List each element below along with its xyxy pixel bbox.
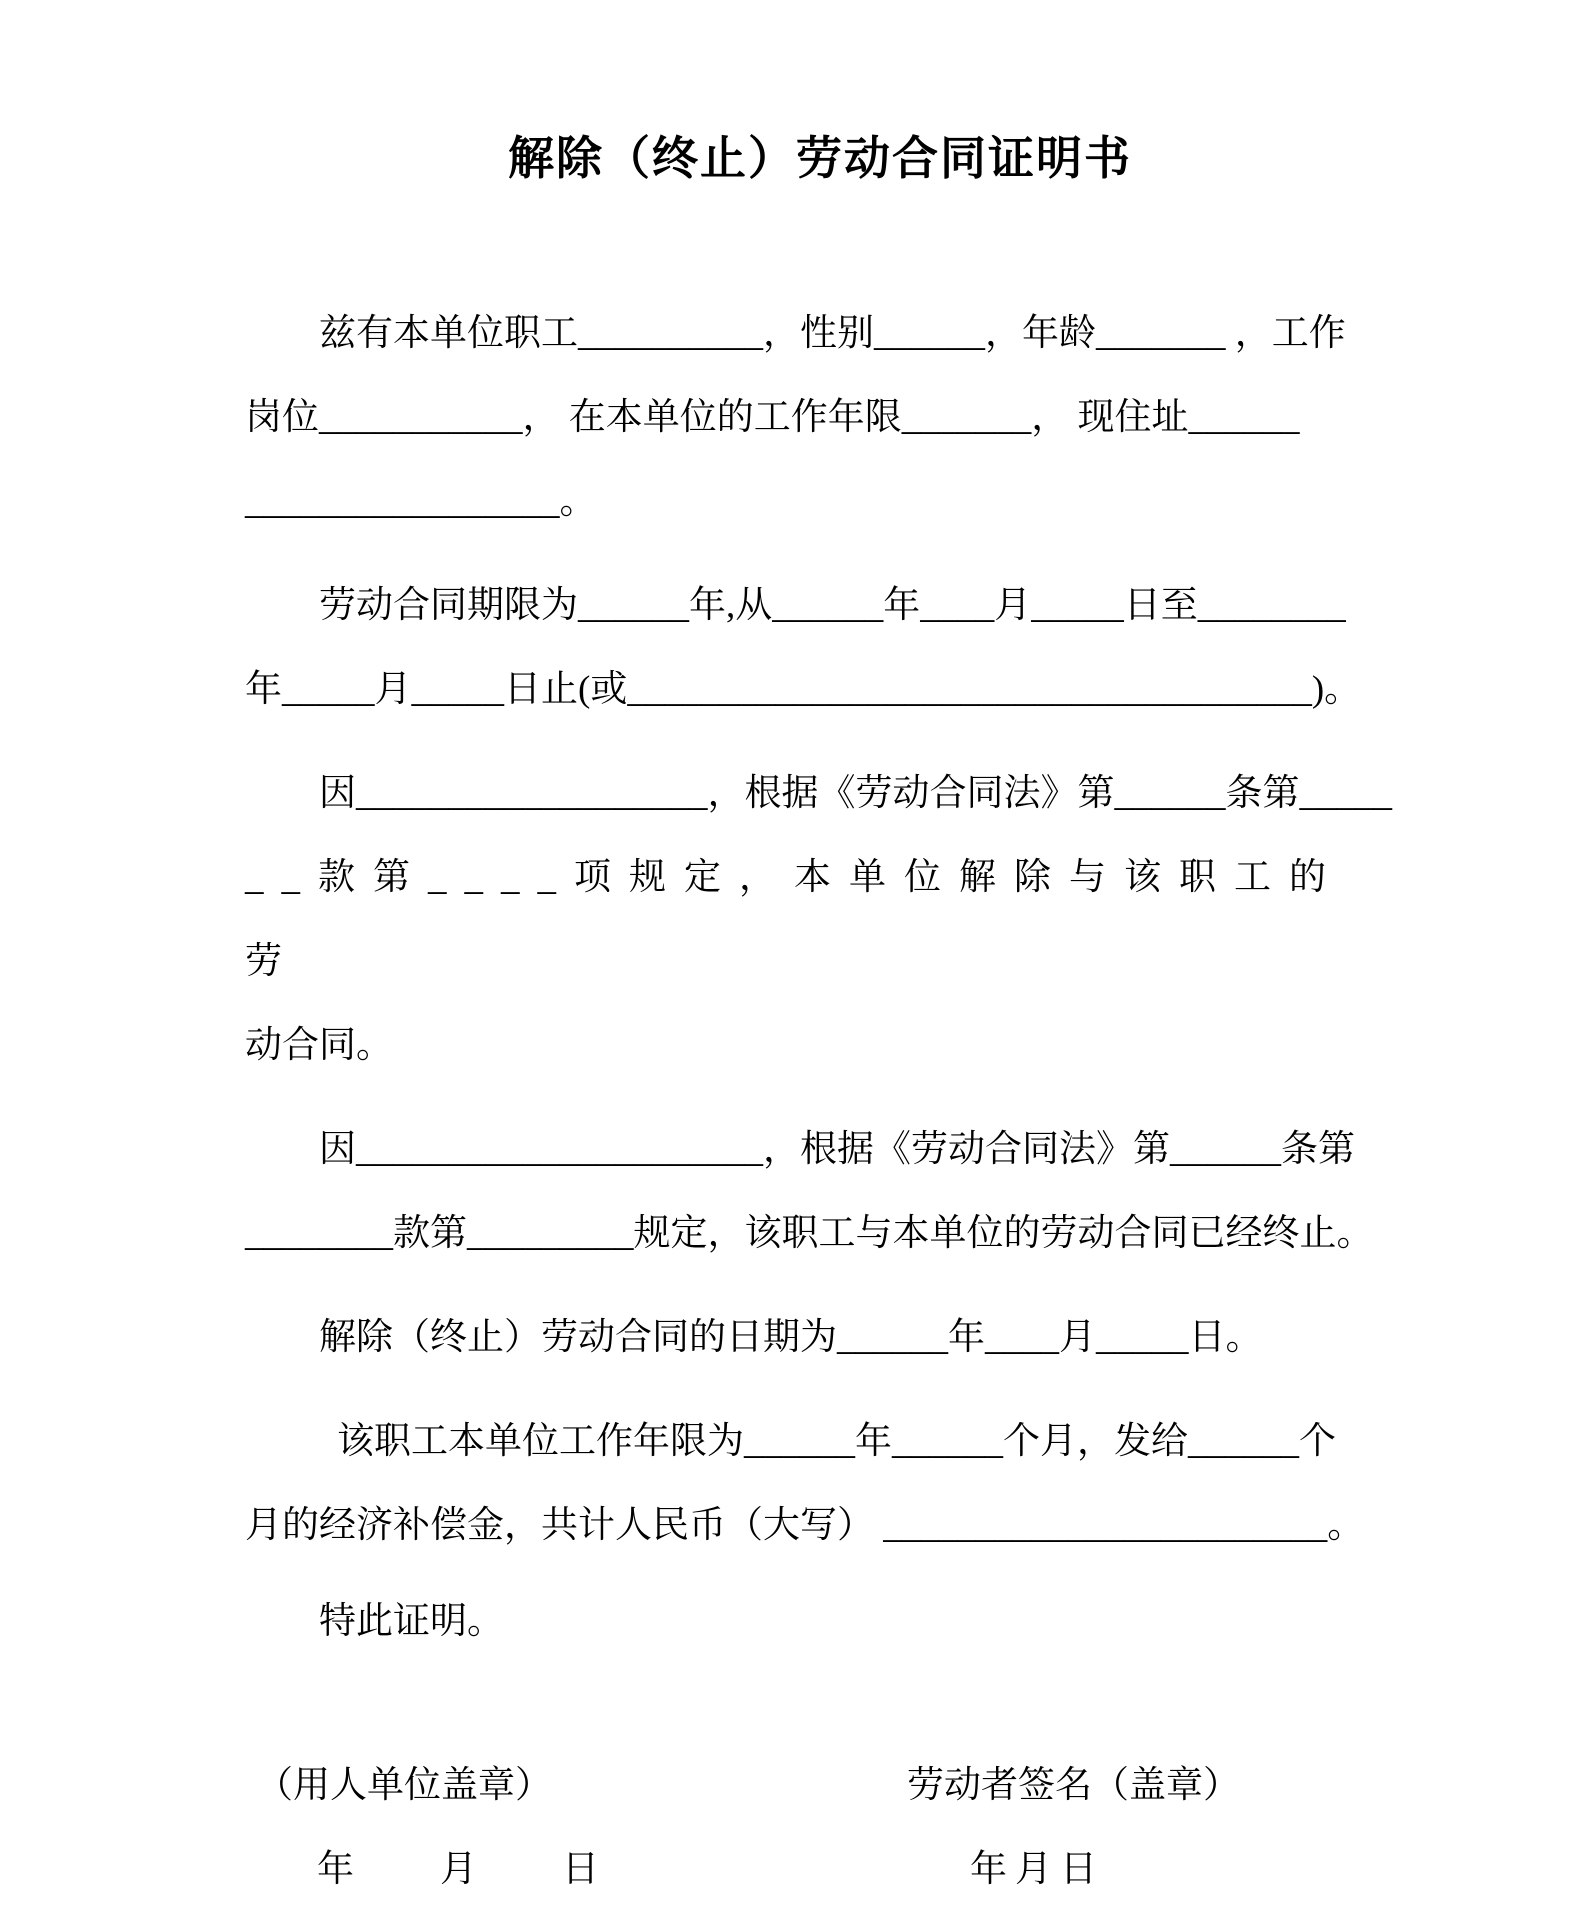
text-line: 岗位___________， 在本单位的工作年限_______， 现住址______: [245, 397, 1300, 438]
text-line: 特此证明。: [319, 1601, 504, 1642]
document-body: [245, 292, 1395, 1664]
worker-date-year: 年: [970, 1849, 1007, 1890]
document-content: [245, 0, 1395, 1914]
text-line: 动合同。: [245, 1025, 393, 1066]
employer-date-month: 月: [440, 1849, 477, 1890]
text-line: __款第____项规定，本单位解除与该职工的劳: [245, 857, 1344, 982]
paragraph-dissolution-reason: [245, 752, 1395, 1088]
paragraph-employee-info: [245, 292, 1395, 544]
employer-date-day: 日: [562, 1849, 599, 1890]
text-line: 月的经济补偿金，共计人民币（大写） ________________________。: [245, 1505, 1365, 1546]
signature-labels-row: [245, 1744, 1395, 1828]
text-line: _________________。: [245, 481, 597, 522]
paragraph-compensation: [245, 1400, 1395, 1568]
text-line: 兹有本单位职工__________，性别______，年龄_______ ，工作: [319, 313, 1346, 354]
text-line: 年_____月_____日止(或_____________________________________)。: [245, 669, 1362, 710]
signature-dates-row: [245, 1828, 1395, 1912]
text-line: ________款第_________规定，该职工与本单位的劳动合同已经终止。: [245, 1213, 1374, 1254]
document-title: 解除（终止）劳动合同证明书: [508, 133, 1132, 184]
worker-signature-label: 劳动者签名（盖章）: [907, 1765, 1240, 1806]
text-line: 因___________________，根据《劳动合同法》第______条第_____: [319, 773, 1392, 814]
paragraph-termination-date: [245, 1296, 1395, 1380]
paragraph-hereby-certify: [245, 1580, 1395, 1664]
paragraph-termination-reason: [245, 1108, 1395, 1276]
employer-date-year: 年: [317, 1849, 354, 1890]
text-line: 解除（终止）劳动合同的日期为______年____月_____日。: [319, 1317, 1263, 1358]
text-line: 该职工本单位工作年限为______年______个月，发给______个: [337, 1421, 1336, 1462]
worker-date-month: 月: [1015, 1849, 1052, 1890]
signature-block: [245, 1744, 1395, 1914]
employer-seal-label: （用人单位盖章）: [256, 1765, 552, 1806]
text-line: 因______________________，根据《劳动合同法》第______条第: [319, 1129, 1355, 1170]
worker-date-day: 日: [1060, 1849, 1097, 1890]
text-line: 劳动合同期限为______年,从______年____月_____日至________: [319, 585, 1346, 626]
paragraph-contract-term: [245, 564, 1395, 732]
